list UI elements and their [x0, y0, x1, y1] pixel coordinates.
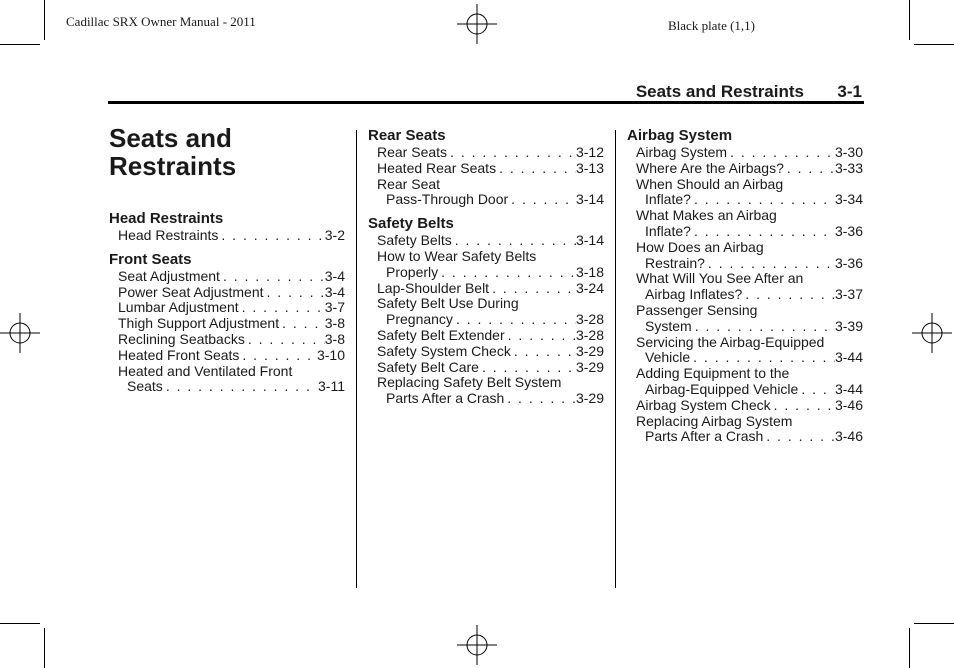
toc-page-number: 3-46	[834, 396, 863, 413]
dot-leader	[508, 192, 576, 208]
toc-page-number: 3-30	[834, 144, 863, 160]
running-header	[108, 80, 864, 100]
toc-column-2	[368, 127, 604, 414]
dot-leader	[771, 398, 835, 414]
dot-leader	[763, 429, 835, 445]
dot-leader	[742, 287, 835, 303]
toc-entry[interactable]	[368, 360, 604, 376]
toc-page-number: 3-13	[575, 159, 604, 176]
section-heading: Rear Seats	[368, 127, 446, 144]
toc-entry-title: Safety Belts	[377, 232, 452, 249]
toc-entry[interactable]	[368, 177, 604, 209]
toc-entry[interactable]	[109, 332, 345, 348]
toc-page-number: 3-4	[324, 283, 345, 300]
toc-page-number: 3-4	[324, 267, 345, 284]
toc-entry[interactable]	[368, 249, 604, 281]
toc-entry[interactable]	[627, 177, 863, 209]
toc-page-number: 3-39	[834, 317, 863, 334]
chapter-title: Seats and Restraints	[109, 123, 237, 181]
toc-entry-line: Passenger Sensing	[636, 301, 758, 318]
toc-entry-title: Inflate?	[645, 222, 691, 239]
toc-entry-line: What Makes an Airbag	[636, 207, 777, 224]
toc-entry-title: Rear Seats	[377, 144, 448, 160]
toc-entry-title: Reclining Seatbacks	[118, 330, 245, 347]
toc-entry[interactable]	[109, 316, 345, 332]
dot-leader	[784, 161, 835, 177]
toc-entry[interactable]	[109, 348, 345, 364]
dot-leader	[245, 332, 325, 348]
toc-page-number: 3-18	[575, 263, 604, 280]
toc-page-number: 3-29	[575, 342, 604, 359]
dot-leader	[264, 285, 325, 301]
toc-entry-line: Safety Belt Use During	[377, 295, 519, 312]
toc-entry-line: Replacing Airbag System	[636, 412, 793, 429]
section-heading: Airbag System	[627, 127, 733, 144]
toc-page-number: 3-37	[834, 286, 863, 303]
plate-label-page: Black plate (1,1)	[668, 18, 755, 33]
toc-entry-title: Airbag System Check	[636, 396, 771, 413]
toc-page-number: 3-8	[324, 330, 345, 347]
toc-entry[interactable]	[627, 161, 863, 177]
toc-entry-title: Parts After a Crash	[645, 428, 764, 445]
header-page-number: 3-1	[837, 82, 862, 101]
plate-label-manual: Cadillac SRX Owner Manual - 2011	[66, 14, 256, 29]
toc-entry[interactable]	[368, 328, 604, 344]
toc-entry[interactable]	[109, 228, 345, 244]
toc-section	[109, 251, 345, 395]
toc-page-number: 3-14	[575, 232, 604, 249]
toc-page-number: 3-36	[834, 254, 863, 271]
toc-page-number: 3-7	[324, 299, 345, 316]
dot-leader	[505, 328, 576, 344]
dot-leader	[705, 256, 835, 272]
toc-entry-title: Properly	[386, 263, 439, 280]
toc-entry[interactable]	[109, 285, 345, 301]
toc-entry-title: Power Seat Adjustment	[118, 283, 264, 300]
dot-leader	[218, 228, 324, 244]
toc-entry[interactable]	[627, 414, 863, 446]
toc-entry[interactable]	[627, 366, 863, 398]
toc-entry-title: Safety Belt Care	[377, 358, 479, 375]
toc-page-number: 3-29	[575, 390, 604, 407]
dot-leader	[511, 344, 576, 360]
toc-entry-title: Where Are the Airbags?	[636, 159, 784, 176]
toc-section	[368, 215, 604, 407]
toc-entry-line: How Does an Airbag	[636, 238, 764, 255]
toc-entry-line: Rear Seat	[377, 175, 441, 192]
dot-leader	[239, 348, 317, 364]
toc-page-number: 3-10	[316, 346, 345, 363]
toc-entry-title: Safety Belt Extender	[377, 326, 505, 343]
toc-column-3	[627, 127, 863, 452]
crop-mark	[914, 623, 954, 624]
toc-entry[interactable]	[109, 364, 345, 396]
toc-page-number: 3-34	[834, 191, 863, 208]
toc-entry-title: Lap-Shoulder Belt	[377, 279, 490, 296]
toc-entry-title: Head Restraints	[118, 227, 219, 243]
toc-page-number: 3-28	[575, 311, 604, 328]
dot-leader	[727, 145, 835, 161]
toc-entry-title: Pass-Through Door	[386, 191, 509, 208]
toc-page-number: 3-36	[834, 222, 863, 239]
toc-entry-title: Airbag-Equipped Vehicle	[645, 380, 799, 397]
column-separator	[615, 130, 616, 588]
section-heading: Front Seats	[109, 250, 192, 268]
toc-entry-title: Heated Front Seats	[118, 346, 240, 363]
toc-entry[interactable]	[368, 145, 604, 161]
crop-mark	[0, 44, 40, 45]
toc-entry[interactable]	[368, 296, 604, 328]
toc-entry-line: Adding Equipment to the	[636, 365, 790, 382]
toc-page-number: 3-14	[575, 191, 604, 208]
toc-entry[interactable]	[368, 281, 604, 297]
toc-page-number: 3-2	[324, 227, 345, 243]
toc-entry[interactable]	[109, 300, 345, 316]
toc-section	[627, 127, 863, 445]
registration-mark-icon	[0, 313, 40, 353]
toc-entry-line: When Should an Airbag	[636, 175, 784, 192]
toc-entry[interactable]	[627, 398, 863, 414]
toc-entry-title: Restrain?	[645, 254, 705, 271]
toc-entry-title: Heated Rear Seats	[377, 159, 497, 176]
toc-entry[interactable]	[627, 303, 863, 335]
registration-mark-icon	[457, 4, 497, 44]
toc-entry-line: Heated and Ventilated Front	[118, 362, 293, 379]
toc-section	[109, 210, 345, 244]
toc-entry[interactable]	[627, 271, 863, 303]
crop-mark	[914, 44, 954, 45]
dot-leader	[489, 281, 576, 297]
toc-entry[interactable]	[627, 208, 863, 240]
section-heading: Head Restraints	[109, 210, 224, 227]
dot-leader	[453, 312, 576, 328]
toc-entry-title: Seats	[127, 378, 163, 395]
toc-entry-title: Lumbar Adjustment	[118, 299, 239, 316]
toc-entry-title: Safety System Check	[377, 342, 511, 359]
dot-leader	[220, 269, 325, 285]
dot-leader	[691, 224, 835, 240]
toc-section	[368, 127, 604, 208]
toc-entry-line: Servicing the Airbag-Equipped	[636, 333, 825, 350]
registration-mark-icon	[457, 625, 497, 665]
dot-leader	[163, 379, 318, 395]
toc-entry[interactable]	[109, 269, 345, 285]
toc-entry-title: Seat Adjustment	[118, 267, 220, 284]
dot-leader	[279, 316, 325, 332]
toc-entry-title: Thigh Support Adjustment	[118, 315, 280, 332]
dot-leader	[798, 382, 835, 398]
toc-entry-line: What Will You See After an	[636, 270, 804, 287]
toc-page-number: 3-11	[318, 378, 345, 395]
toc-entry[interactable]	[627, 145, 863, 161]
dot-leader	[438, 265, 576, 281]
toc-entry-line: How to Wear Safety Belts	[377, 247, 537, 264]
toc-entry-line: Replacing Safety Belt System	[377, 374, 562, 391]
dot-leader	[691, 192, 835, 208]
toc-entry[interactable]	[368, 344, 604, 360]
toc-entry[interactable]	[627, 240, 863, 272]
dot-leader	[504, 391, 576, 407]
section-heading: Safety Belts	[368, 215, 454, 233]
header-title: Seats and Restraints	[635, 82, 804, 101]
dot-leader	[692, 319, 835, 335]
toc-entry-title: Inflate?	[645, 191, 691, 208]
dot-leader	[452, 233, 576, 249]
toc-entry[interactable]	[627, 335, 863, 367]
toc-page-number: 3-12	[575, 144, 604, 160]
toc-entry-title: Airbag Inflates?	[645, 286, 743, 303]
toc-page-number: 3-33	[834, 159, 863, 176]
header-rule	[108, 101, 864, 104]
column-separator	[356, 130, 357, 588]
toc-page-number: 3-46	[834, 428, 863, 445]
toc-page-number: 3-44	[834, 349, 863, 366]
crop-mark	[44, 0, 45, 40]
toc-entry-title: Airbag System	[636, 144, 728, 160]
dot-leader	[239, 300, 325, 316]
toc-page-number: 3-24	[575, 279, 604, 296]
toc-entry-title: Pregnancy	[386, 311, 453, 328]
toc-entry-title: Vehicle	[645, 349, 691, 366]
toc-page-number: 3-8	[324, 315, 345, 332]
toc-entry-title: Parts After a Crash	[386, 390, 505, 407]
dot-leader	[447, 145, 576, 161]
crop-mark	[909, 0, 910, 40]
crop-mark	[909, 628, 910, 668]
toc-page-number: 3-44	[834, 380, 863, 397]
dot-leader	[496, 161, 576, 177]
toc-entry-title: System	[645, 317, 692, 334]
toc-entry[interactable]	[368, 375, 604, 407]
toc-column-1	[109, 210, 345, 402]
toc-entry[interactable]	[368, 233, 604, 249]
toc-entry[interactable]	[368, 161, 604, 177]
registration-mark-icon	[912, 313, 952, 353]
toc-page-number: 3-28	[575, 326, 604, 343]
crop-mark	[0, 623, 40, 624]
toc-page-number: 3-29	[575, 358, 604, 375]
dot-leader	[479, 360, 576, 376]
crop-mark	[44, 628, 45, 668]
dot-leader	[690, 350, 835, 366]
